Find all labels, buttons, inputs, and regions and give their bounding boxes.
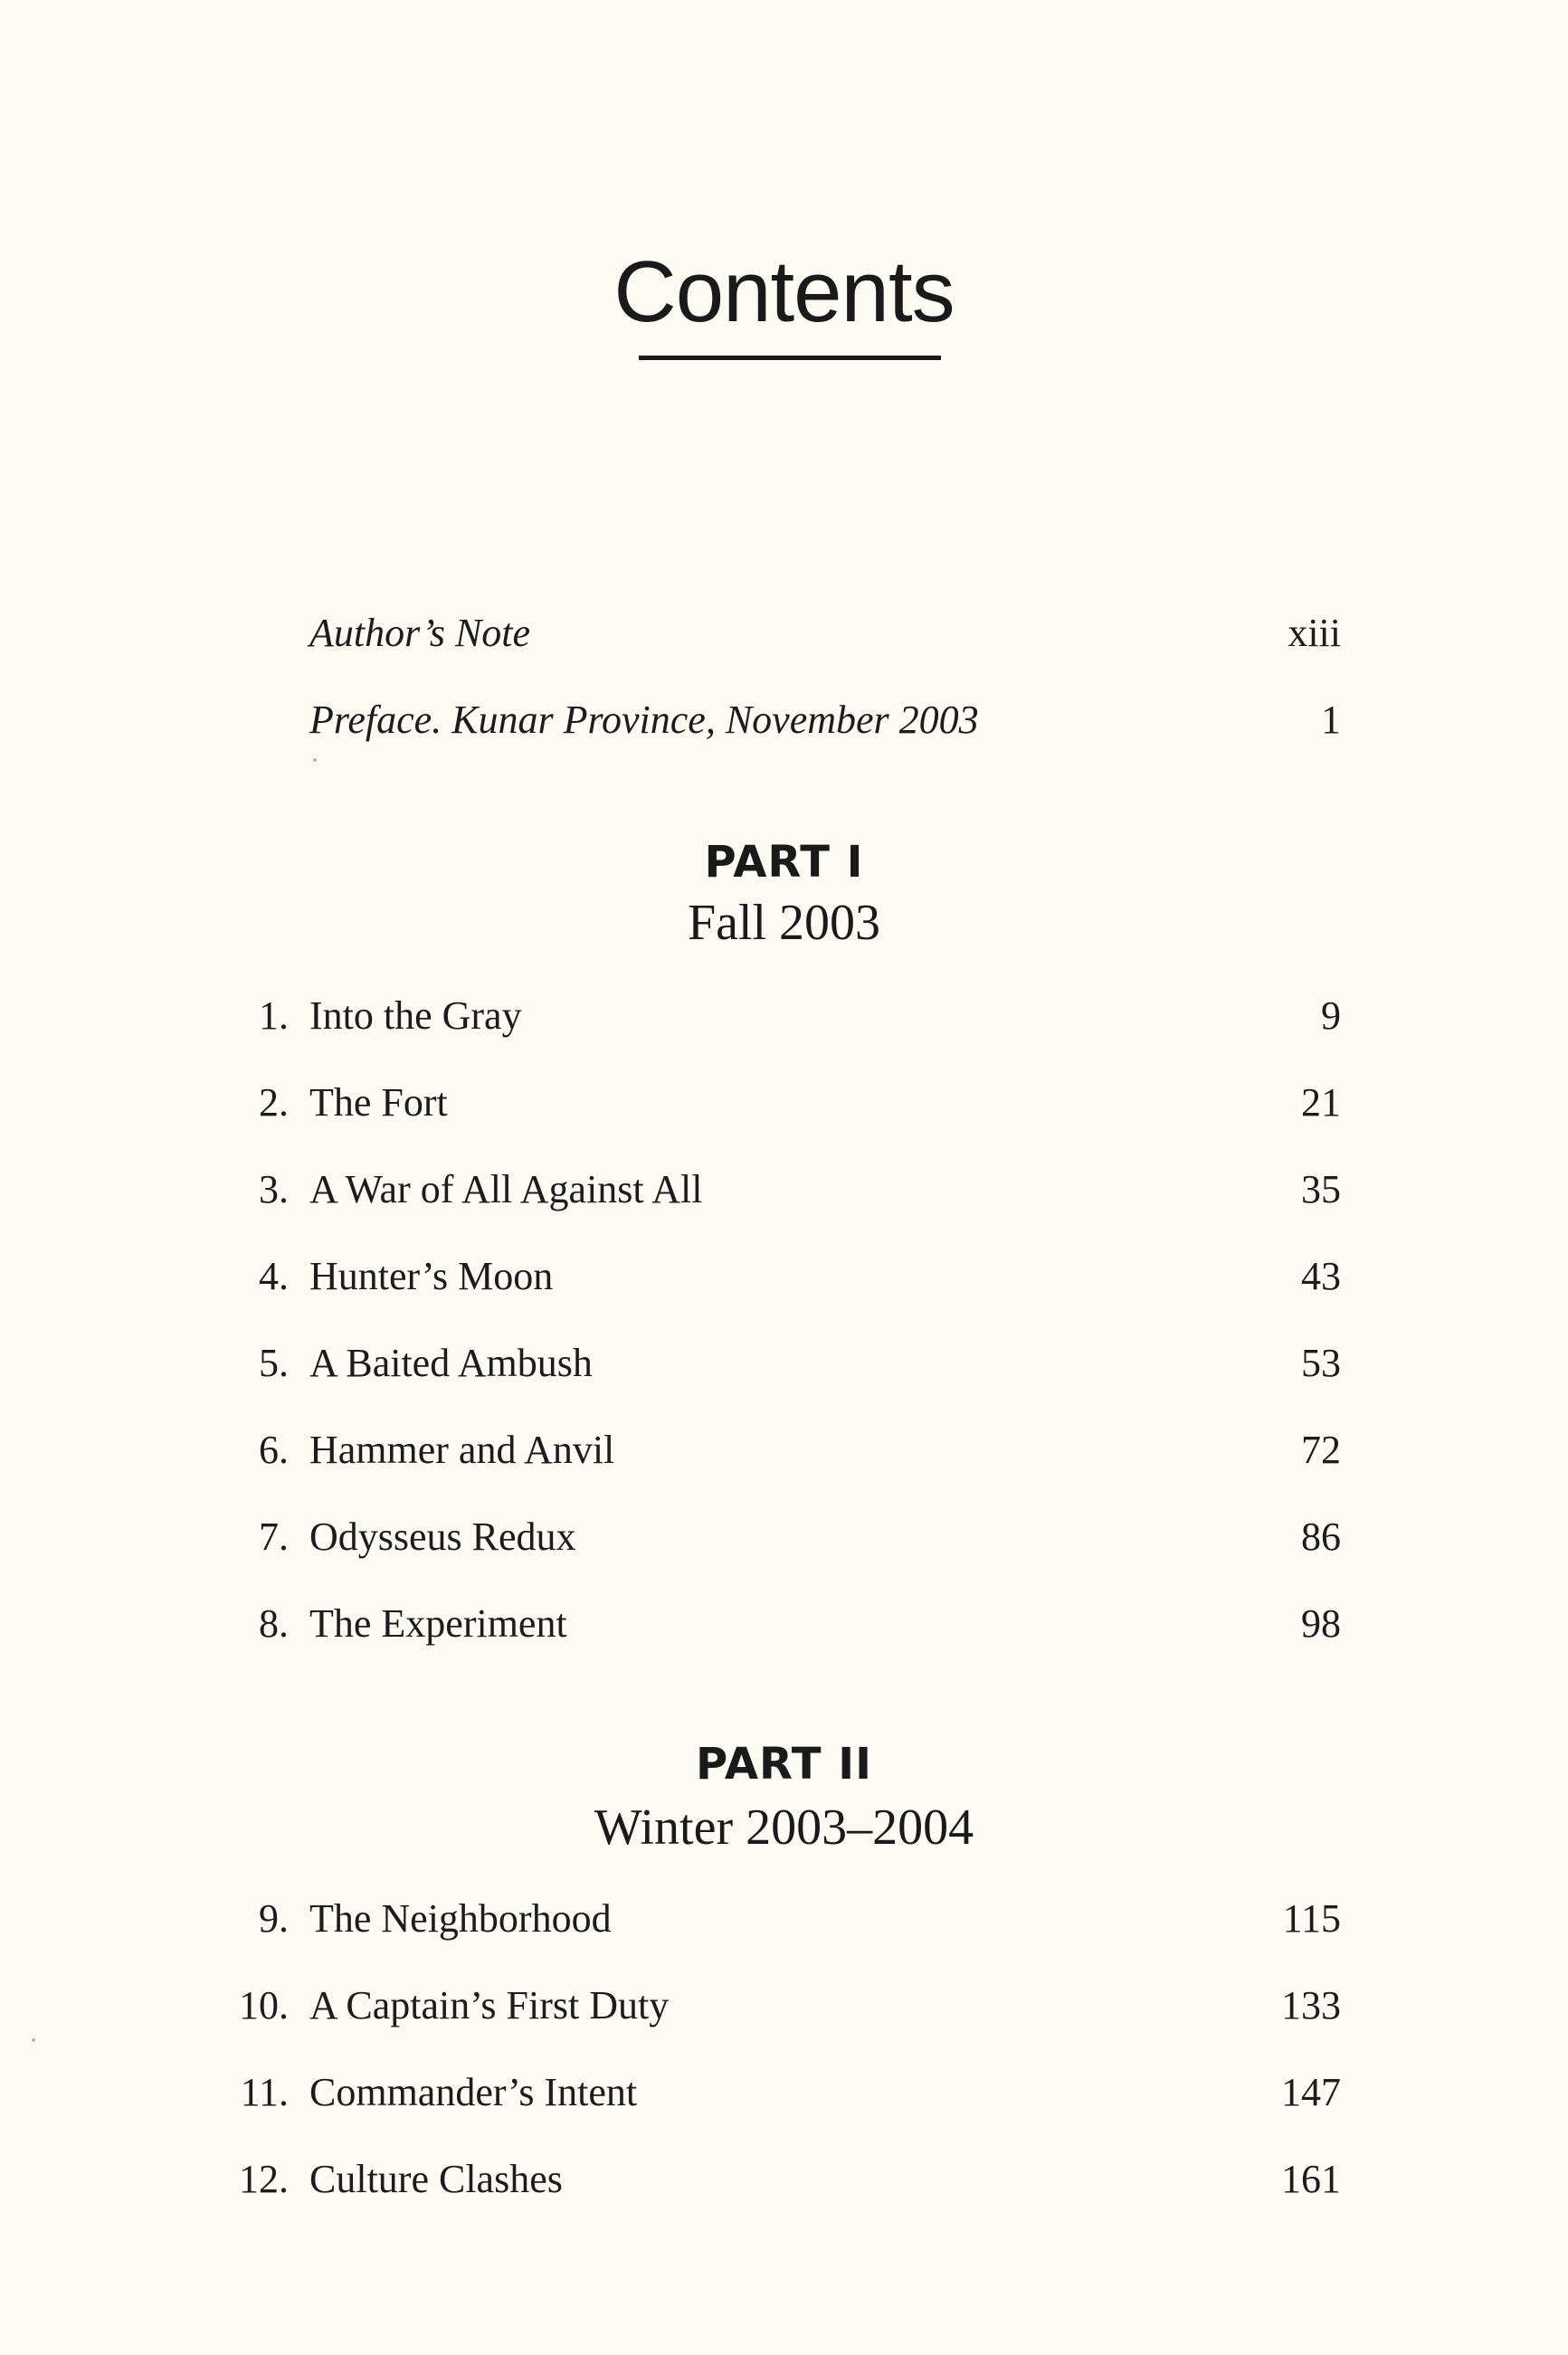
part-season-1: Fall 2003	[687, 895, 881, 951]
chapter-page: 35	[1301, 1167, 1341, 1211]
chapter-page: 9	[1321, 993, 1341, 1038]
toc-entry-chapter-11[interactable]	[0, 2065, 1568, 2120]
chapter-number: 5.	[259, 1341, 289, 1385]
part-heading-1: PART I	[704, 837, 864, 888]
chapter-number: 4.	[259, 1254, 289, 1298]
chapter-title: A Baited Ambush	[309, 1341, 593, 1385]
title-underline	[639, 356, 941, 360]
toc-entry-chapter-2[interactable]	[0, 1076, 1568, 1130]
chapter-page: 21	[1301, 1080, 1341, 1125]
chapter-title: Odysseus Redux	[309, 1515, 576, 1559]
chapter-number: 7.	[259, 1515, 289, 1559]
chapter-number: 12.	[239, 2157, 289, 2201]
chapter-page: 161	[1281, 2157, 1341, 2201]
chapter-page: 43	[1301, 1254, 1341, 1298]
chapter-title: The Fort	[309, 1080, 448, 1125]
chapter-title: A Captain’s First Duty	[309, 1983, 670, 2027]
toc-entry-chapter-3[interactable]	[0, 1163, 1568, 1217]
toc-entry-chapter-8[interactable]	[0, 1597, 1568, 1651]
part-heading-2: PART II	[696, 1739, 872, 1790]
toc-entry-chapter-4[interactable]	[0, 1249, 1568, 1304]
chapter-number: 3.	[259, 1167, 289, 1211]
toc-entry-page: 1	[1321, 698, 1341, 742]
chapter-title: Into the Gray	[309, 993, 522, 1038]
chapter-page: 72	[1301, 1428, 1341, 1472]
scan-speck	[313, 758, 317, 762]
scan-speck	[32, 2038, 35, 2042]
chapter-number: 9.	[259, 1896, 289, 1941]
chapter-page: 147	[1281, 2070, 1341, 2114]
chapter-page: 133	[1281, 1983, 1341, 2027]
chapter-title: Commander’s Intent	[309, 2070, 638, 2114]
toc-entry-title: Preface. Kunar Province, November 2003	[309, 698, 979, 742]
chapter-page: 86	[1301, 1515, 1341, 1559]
toc-entry-authors-note[interactable]	[0, 606, 1568, 660]
chapter-number: 10.	[239, 1983, 289, 2027]
toc-entry-chapter-10[interactable]	[0, 1979, 1568, 2033]
toc-entry-chapter-1[interactable]	[0, 989, 1568, 1043]
toc-entry-chapter-6[interactable]	[0, 1423, 1568, 1477]
chapter-page: 115	[1282, 1896, 1341, 1941]
chapter-page: 98	[1301, 1601, 1341, 1646]
toc-entry-title: Author’s Note	[309, 611, 531, 655]
chapter-number: 8.	[259, 1601, 289, 1646]
page-title: Contents	[613, 243, 955, 340]
chapter-number: 11.	[240, 2070, 289, 2114]
part-season-2: Winter 2003–2004	[594, 1799, 974, 1856]
chapter-title: Hunter’s Moon	[309, 1254, 554, 1298]
chapter-title: The Neighborhood	[309, 1896, 612, 1941]
chapter-title: A War of All Against All	[309, 1167, 703, 1211]
toc-entry-chapter-9[interactable]	[0, 1892, 1568, 1946]
toc-entry-preface[interactable]	[0, 693, 1568, 747]
chapter-number: 2.	[259, 1080, 289, 1125]
chapter-page: 53	[1301, 1341, 1341, 1385]
toc-entry-page: xiii	[1288, 611, 1341, 655]
chapter-title: Hammer and Anvil	[309, 1428, 615, 1472]
toc-entry-chapter-7[interactable]	[0, 1510, 1568, 1564]
chapter-number: 1.	[259, 993, 289, 1038]
toc-entry-chapter-12[interactable]	[0, 2152, 1568, 2207]
chapter-title: Culture Clashes	[309, 2157, 563, 2201]
chapter-title: The Experiment	[309, 1601, 567, 1646]
chapter-number: 6.	[259, 1428, 289, 1472]
toc-entry-chapter-5[interactable]	[0, 1336, 1568, 1391]
